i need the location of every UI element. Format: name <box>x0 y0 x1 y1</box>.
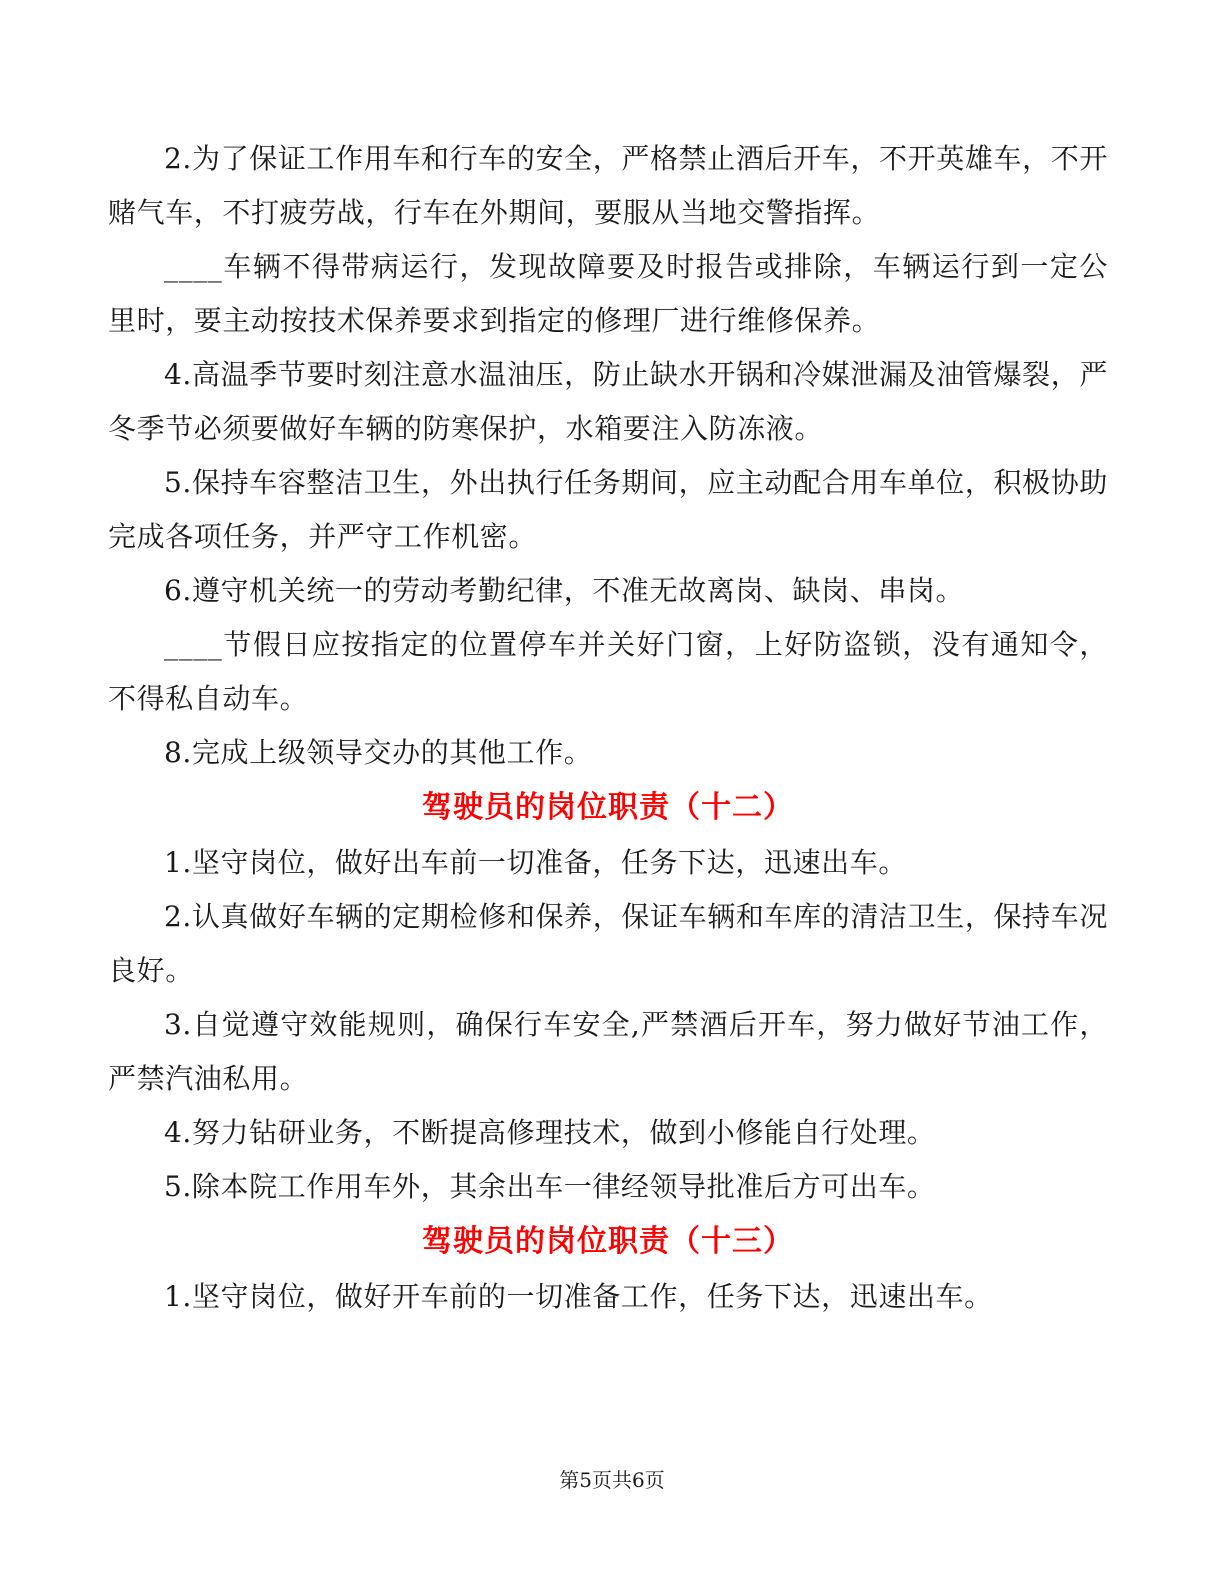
paragraph: 4.努力钻研业务，不断提高修理技术，做到小修能自行处理。 <box>164 1116 936 1149</box>
paragraph: 3.自觉遵守效能规则，确保行车安全,严禁酒后开车，努力做好节油工作，严禁汽油私用。 <box>108 1008 1108 1095</box>
paragraph: 1.坚守岗位，做好开车前的一切准备工作，任务下达，迅速出车。 <box>164 1280 993 1313</box>
section-heading-13: 驾驶员的岗位职责（十三） <box>422 1224 794 1259</box>
paragraph: 1.坚守岗位，做好出车前一切准备，任务下达，迅速出车。 <box>164 846 907 879</box>
paragraph: ____车辆不得带病运行，发现故障要及时报告或排除，车辆运行到一定公里时，要主动按技术保养要求到指定的修理厂进行维修保养。 <box>108 250 1108 337</box>
paragraph: 4.高温季节要时刻注意水温油压，防止缺水开锅和冷媒泄漏及油管爆裂，严冬季节必须要做好车辆的防寒保护，水箱要注入防冻液。 <box>108 358 1108 445</box>
paragraph: ____节假日应按指定的位置停车并关好门窗，上好防盗锁，没有通知令，不得私自动车。 <box>108 628 1108 715</box>
paragraph: 5.保持车容整洁卫生，外出执行任务期间，应主动配合用车单位，积极协助完成各项任务，并严守工作机密。 <box>108 466 1108 553</box>
document-page <box>108 0 1108 1584</box>
page-number-footer: 第5页共6页 <box>559 1468 665 1492</box>
document-body <box>108 132 1108 1324</box>
section-heading-12: 驾驶员的岗位职责（十二） <box>422 790 794 825</box>
paragraph: 6.遵守机关统一的劳动考勤纪律，不准无故离岗、缺岗、串岗。 <box>164 574 965 607</box>
paragraph: 5.除本院工作用车外，其余出车一律经领导批准后方可出车。 <box>164 1170 936 1203</box>
paragraph: 8.完成上级领导交办的其他工作。 <box>164 736 593 769</box>
paragraph: 2.认真做好车辆的定期检修和保养，保证车辆和车库的清洁卫生，保持车况良好。 <box>108 900 1108 987</box>
paragraph: 2.为了保证工作用车和行车的安全，严格禁止酒后开车，不开英雄车，不开赌气车，不打疲劳战，行车在外期间，要服从当地交警指挥。 <box>108 142 1108 229</box>
